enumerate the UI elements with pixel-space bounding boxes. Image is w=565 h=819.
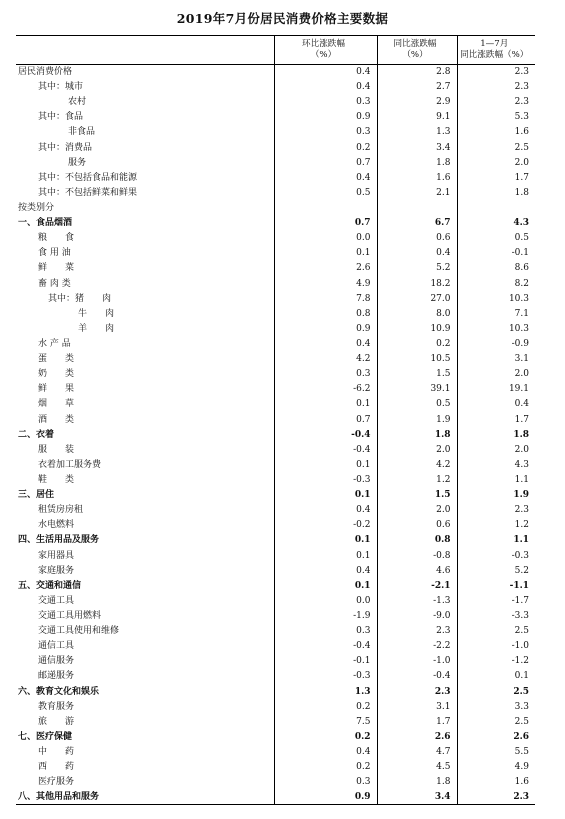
row-label: 交通工具	[38, 595, 75, 606]
row-mom-value: 0.1	[274, 246, 377, 261]
row-yoy-value: 18.2	[377, 276, 457, 291]
row-yoy-value: -2.1	[377, 578, 457, 593]
table-row	[16, 291, 535, 306]
row-mom-value: 7.5	[274, 714, 377, 729]
row-mom-value: 0.4	[274, 563, 377, 578]
row-label: 按类别分	[18, 203, 55, 214]
row-label: 一、食品烟酒	[18, 218, 73, 229]
row-ytd-value: -1.0	[457, 639, 535, 654]
row-label: 交通工具用燃料	[38, 610, 102, 621]
row-ytd-value: 8.6	[457, 261, 535, 276]
row-yoy-value: 2.6	[377, 729, 457, 744]
table-row	[16, 367, 535, 382]
row-yoy-value: 10.9	[377, 321, 457, 336]
row-mom-value: -0.3	[274, 669, 377, 684]
table-row	[16, 593, 535, 608]
row-ytd-value: 1.1	[457, 533, 535, 548]
row-ytd-value: 2.3	[457, 503, 535, 518]
row-label: 其中：不包括鲜菜和鲜果	[38, 187, 138, 198]
row-yoy-value: 3.4	[377, 790, 457, 805]
row-ytd-value: 2.5	[457, 684, 535, 699]
table-row	[16, 276, 535, 291]
row-ytd-value: 2.5	[457, 714, 535, 729]
row-ytd-value: 0.5	[457, 231, 535, 246]
row-yoy-value: -9.0	[377, 608, 457, 623]
row-label: 交通工具使用和维修	[38, 626, 120, 637]
row-mom-value: 0.1	[274, 397, 377, 412]
row-ytd-value: 2.6	[457, 729, 535, 744]
row-label: 水电燃料	[38, 520, 75, 531]
table-row	[16, 261, 535, 276]
row-yoy-value: 2.0	[377, 503, 457, 518]
row-label: 六、教育文化和娱乐	[18, 686, 100, 697]
row-mom-value: 0.0	[274, 593, 377, 608]
cpi-data-table	[16, 35, 535, 805]
row-label: 水 产 品	[38, 339, 71, 350]
table-row	[16, 321, 535, 336]
row-ytd-value: 2.5	[457, 624, 535, 639]
row-ytd-value: 0.4	[457, 397, 535, 412]
row-label: 邮递服务	[38, 671, 75, 682]
table-row	[16, 533, 535, 548]
row-mom-value: 0.2	[274, 699, 377, 714]
row-yoy-value: 3.1	[377, 699, 457, 714]
table-row	[16, 336, 535, 351]
row-mom-value	[274, 200, 377, 215]
row-ytd-value: 2.3	[457, 80, 535, 95]
table-row	[16, 397, 535, 412]
header-ytd	[457, 36, 535, 65]
row-yoy-value: 1.5	[377, 367, 457, 382]
row-yoy-value: 27.0	[377, 291, 457, 306]
row-ytd-value: 8.2	[457, 276, 535, 291]
row-mom-value: 0.4	[274, 170, 377, 185]
row-ytd-value: 2.0	[457, 367, 535, 382]
table-row	[16, 442, 535, 457]
table-row	[16, 306, 535, 321]
row-ytd-value: 3.3	[457, 699, 535, 714]
row-label: 其中：食品	[38, 112, 84, 123]
header-yoy	[377, 36, 457, 65]
row-ytd-value: 4.9	[457, 760, 535, 775]
row-label: 医疗服务	[38, 777, 75, 788]
row-mom-value: -0.3	[274, 472, 377, 487]
row-mom-value: 0.9	[274, 110, 377, 125]
row-yoy-value: 1.2	[377, 472, 457, 487]
row-ytd-value: 10.3	[457, 291, 535, 306]
table-row	[16, 639, 535, 654]
row-label: 教育服务	[38, 701, 75, 712]
table-row	[16, 246, 535, 261]
table-row	[16, 170, 535, 185]
row-yoy-value: 1.5	[377, 488, 457, 503]
row-yoy-value: 0.5	[377, 397, 457, 412]
row-yoy-value: 10.5	[377, 352, 457, 367]
row-mom-value: 0.4	[274, 65, 377, 80]
row-mom-value: -0.4	[274, 639, 377, 654]
row-label: 四、生活用品及服务	[18, 535, 100, 546]
row-yoy-value: 2.9	[377, 95, 457, 110]
row-ytd-value: -1.2	[457, 654, 535, 669]
row-ytd-value: 2.3	[457, 790, 535, 805]
row-yoy-value: 0.2	[377, 336, 457, 351]
row-yoy-value: 1.6	[377, 170, 457, 185]
table-row	[16, 200, 535, 215]
row-yoy-value: 1.7	[377, 714, 457, 729]
row-label: 食 用 油	[38, 248, 71, 259]
header-mom-line1: 环比涨跌幅	[302, 39, 345, 49]
table-row	[16, 457, 535, 472]
table-row	[16, 654, 535, 669]
row-yoy-value: 39.1	[377, 382, 457, 397]
row-yoy-value: 1.3	[377, 125, 457, 140]
row-label: 蛋 类	[38, 354, 75, 365]
row-ytd-value: 5.5	[457, 744, 535, 759]
row-mom-value: 4.2	[274, 352, 377, 367]
row-ytd-value: 2.5	[457, 140, 535, 155]
table-row	[16, 472, 535, 487]
row-ytd-value: 1.9	[457, 488, 535, 503]
document-title: 2019年7月份居民消费价格主要数据	[176, 11, 389, 26]
table-row	[16, 185, 535, 200]
row-yoy-value: 4.7	[377, 744, 457, 759]
row-ytd-value: -0.1	[457, 246, 535, 261]
header-item	[16, 36, 274, 65]
row-yoy-value: 2.7	[377, 80, 457, 95]
header-ytd-line2: 同比涨跌幅（%）	[460, 50, 529, 60]
table-row	[16, 684, 535, 699]
row-mom-value: 0.3	[274, 367, 377, 382]
table-row	[16, 608, 535, 623]
table-row	[16, 95, 535, 110]
row-label: 鲜 菜	[38, 263, 75, 274]
table-row	[16, 488, 535, 503]
row-mom-value: 0.2	[274, 140, 377, 155]
row-mom-value: 0.9	[274, 790, 377, 805]
row-mom-value: 0.4	[274, 503, 377, 518]
row-mom-value: 0.3	[274, 624, 377, 639]
row-ytd-value: 4.3	[457, 457, 535, 472]
row-yoy-value: 0.4	[377, 246, 457, 261]
table-row	[16, 412, 535, 427]
row-ytd-value: 2.3	[457, 95, 535, 110]
table-body	[16, 65, 535, 805]
row-yoy-value: 2.3	[377, 624, 457, 639]
row-ytd-value: 1.6	[457, 775, 535, 790]
row-mom-value: 0.1	[274, 578, 377, 593]
row-label: 奶 类	[38, 369, 75, 380]
row-label: 通信工具	[38, 641, 75, 652]
table-row	[16, 714, 535, 729]
row-ytd-value: 4.3	[457, 216, 535, 231]
row-label: 非食品	[68, 127, 96, 138]
row-ytd-value: 1.6	[457, 125, 535, 140]
row-ytd-value: 19.1	[457, 382, 535, 397]
table-row	[16, 155, 535, 170]
table-row	[16, 125, 535, 140]
row-yoy-value: 2.3	[377, 684, 457, 699]
table-row	[16, 65, 535, 80]
row-ytd-value: 3.1	[457, 352, 535, 367]
row-mom-value: 0.4	[274, 336, 377, 351]
row-label: 其中：猪 肉	[48, 293, 112, 304]
row-mom-value: -1.9	[274, 608, 377, 623]
row-yoy-value: 4.2	[377, 457, 457, 472]
row-yoy-value: 9.1	[377, 110, 457, 125]
row-label: 七、医疗保健	[18, 731, 73, 742]
row-yoy-value: -2.2	[377, 639, 457, 654]
row-mom-value: 0.3	[274, 125, 377, 140]
row-yoy-value	[377, 200, 457, 215]
row-label: 西 药	[38, 762, 75, 773]
table-header-row	[16, 36, 535, 65]
row-mom-value: 0.7	[274, 412, 377, 427]
row-ytd-value: 2.0	[457, 155, 535, 170]
row-label: 羊 肉	[78, 323, 115, 334]
row-mom-value: 0.4	[274, 80, 377, 95]
row-label: 其中：消费品	[38, 142, 93, 153]
row-yoy-value: 1.8	[377, 155, 457, 170]
row-mom-value: -6.2	[274, 382, 377, 397]
row-yoy-value: 4.6	[377, 563, 457, 578]
table-row	[16, 518, 535, 533]
row-yoy-value: -1.0	[377, 654, 457, 669]
header-yoy-line2: （%）	[402, 50, 428, 60]
row-label: 烟 草	[38, 399, 75, 410]
row-mom-value: 0.3	[274, 95, 377, 110]
row-label: 通信服务	[38, 656, 75, 667]
row-yoy-value: 2.1	[377, 185, 457, 200]
row-label: 畜 肉 类	[38, 278, 71, 289]
row-label: 鞋 类	[38, 475, 75, 485]
row-mom-value: 0.3	[274, 775, 377, 790]
row-label: 其中：不包括食品和能源	[38, 172, 138, 183]
table-row	[16, 503, 535, 518]
table-row	[16, 729, 535, 744]
table-row	[16, 140, 535, 155]
row-ytd-value: -0.3	[457, 548, 535, 563]
row-label: 旅 游	[38, 716, 75, 727]
table-row	[16, 352, 535, 367]
row-yoy-value: -0.4	[377, 669, 457, 684]
table-row	[16, 699, 535, 714]
row-ytd-value: 2.0	[457, 442, 535, 457]
row-mom-value: -0.4	[274, 427, 377, 442]
row-mom-value: 7.8	[274, 291, 377, 306]
row-yoy-value: -1.3	[377, 593, 457, 608]
row-label: 牛 肉	[78, 308, 115, 319]
table-row	[16, 624, 535, 639]
row-mom-value: 4.9	[274, 276, 377, 291]
row-mom-value: 0.4	[274, 744, 377, 759]
row-mom-value: 0.2	[274, 760, 377, 775]
header-mom	[274, 36, 377, 65]
row-label: 五、交通和通信	[18, 580, 82, 591]
row-mom-value: 0.5	[274, 185, 377, 200]
row-mom-value: -0.2	[274, 518, 377, 533]
row-ytd-value: 1.7	[457, 412, 535, 427]
row-yoy-value: -0.8	[377, 548, 457, 563]
row-ytd-value: -3.3	[457, 608, 535, 623]
row-yoy-value: 8.0	[377, 306, 457, 321]
row-mom-value: 0.1	[274, 548, 377, 563]
row-yoy-value: 0.8	[377, 533, 457, 548]
row-mom-value: 0.0	[274, 231, 377, 246]
row-label: 粮 食	[38, 233, 75, 244]
row-label: 居民消费价格	[18, 67, 73, 78]
table-row	[16, 563, 535, 578]
row-mom-value: 0.9	[274, 321, 377, 336]
row-mom-value: 1.3	[274, 684, 377, 699]
row-ytd-value: 1.2	[457, 518, 535, 533]
row-yoy-value: 2.8	[377, 65, 457, 80]
row-label: 家用器具	[38, 550, 75, 561]
table-row	[16, 216, 535, 231]
row-yoy-value: 5.2	[377, 261, 457, 276]
table-row	[16, 382, 535, 397]
row-mom-value: 2.6	[274, 261, 377, 276]
row-yoy-value: 0.6	[377, 518, 457, 533]
row-ytd-value	[457, 200, 535, 215]
header-mom-line2: （%）	[310, 50, 337, 60]
header-ytd-line1: 1—7月	[480, 39, 509, 49]
row-yoy-value: 3.4	[377, 140, 457, 155]
row-ytd-value: -0.9	[457, 336, 535, 351]
row-ytd-value: 10.3	[457, 321, 535, 336]
row-ytd-value: -1.1	[457, 578, 535, 593]
row-ytd-value: 1.8	[457, 185, 535, 200]
header-yoy-line1: 同比涨跌幅	[393, 39, 437, 49]
row-ytd-value: 1.8	[457, 427, 535, 442]
row-mom-value: 0.1	[274, 533, 377, 548]
row-label: 服 装	[38, 444, 75, 455]
row-label: 八、其他用品和服务	[16, 790, 274, 805]
table-row	[16, 110, 535, 125]
row-mom-value: 0.1	[274, 457, 377, 472]
row-label: 租赁房房租	[38, 505, 84, 516]
row-ytd-value: 5.3	[457, 110, 535, 125]
row-ytd-value: 2.3	[457, 65, 535, 80]
table-row	[16, 790, 535, 805]
table-row	[16, 231, 535, 246]
row-mom-value: 0.7	[274, 216, 377, 231]
row-label: 酒 类	[38, 414, 75, 425]
row-yoy-value: 0.6	[377, 231, 457, 246]
row-mom-value: 0.8	[274, 306, 377, 321]
row-label: 其中：城市	[38, 82, 84, 93]
row-mom-value: 0.7	[274, 155, 377, 170]
row-label: 鲜 果	[38, 384, 75, 395]
row-ytd-value: 0.1	[457, 669, 535, 684]
row-label: 家庭服务	[38, 565, 75, 576]
row-label: 服务	[68, 157, 87, 168]
row-yoy-value: 1.8	[377, 427, 457, 442]
table-row	[16, 578, 535, 593]
row-yoy-value: 1.8	[377, 775, 457, 790]
row-mom-value: 0.2	[274, 729, 377, 744]
row-ytd-value: 5.2	[457, 563, 535, 578]
table-row	[16, 760, 535, 775]
row-label: 衣着加工服务费	[38, 459, 102, 470]
row-label: 中 药	[38, 746, 75, 757]
row-label: 二、衣着	[18, 429, 55, 440]
row-yoy-value: 1.9	[377, 412, 457, 427]
table-row	[16, 427, 535, 442]
table-row	[16, 548, 535, 563]
row-label: 农村	[68, 97, 87, 108]
row-ytd-value: 1.1	[457, 472, 535, 487]
row-ytd-value: 1.7	[457, 170, 535, 185]
row-yoy-value: 4.5	[377, 760, 457, 775]
row-yoy-value: 2.0	[377, 442, 457, 457]
row-yoy-value: 6.7	[377, 216, 457, 231]
row-mom-value: -0.4	[274, 442, 377, 457]
row-label: 三、居住	[18, 490, 55, 501]
row-ytd-value: -1.7	[457, 593, 535, 608]
table-row	[16, 669, 535, 684]
table-row	[16, 80, 535, 95]
row-mom-value: -0.1	[274, 654, 377, 669]
row-mom-value: 0.1	[274, 488, 377, 503]
table-row	[16, 775, 535, 790]
table-row	[16, 744, 535, 759]
row-ytd-value: 7.1	[457, 306, 535, 321]
